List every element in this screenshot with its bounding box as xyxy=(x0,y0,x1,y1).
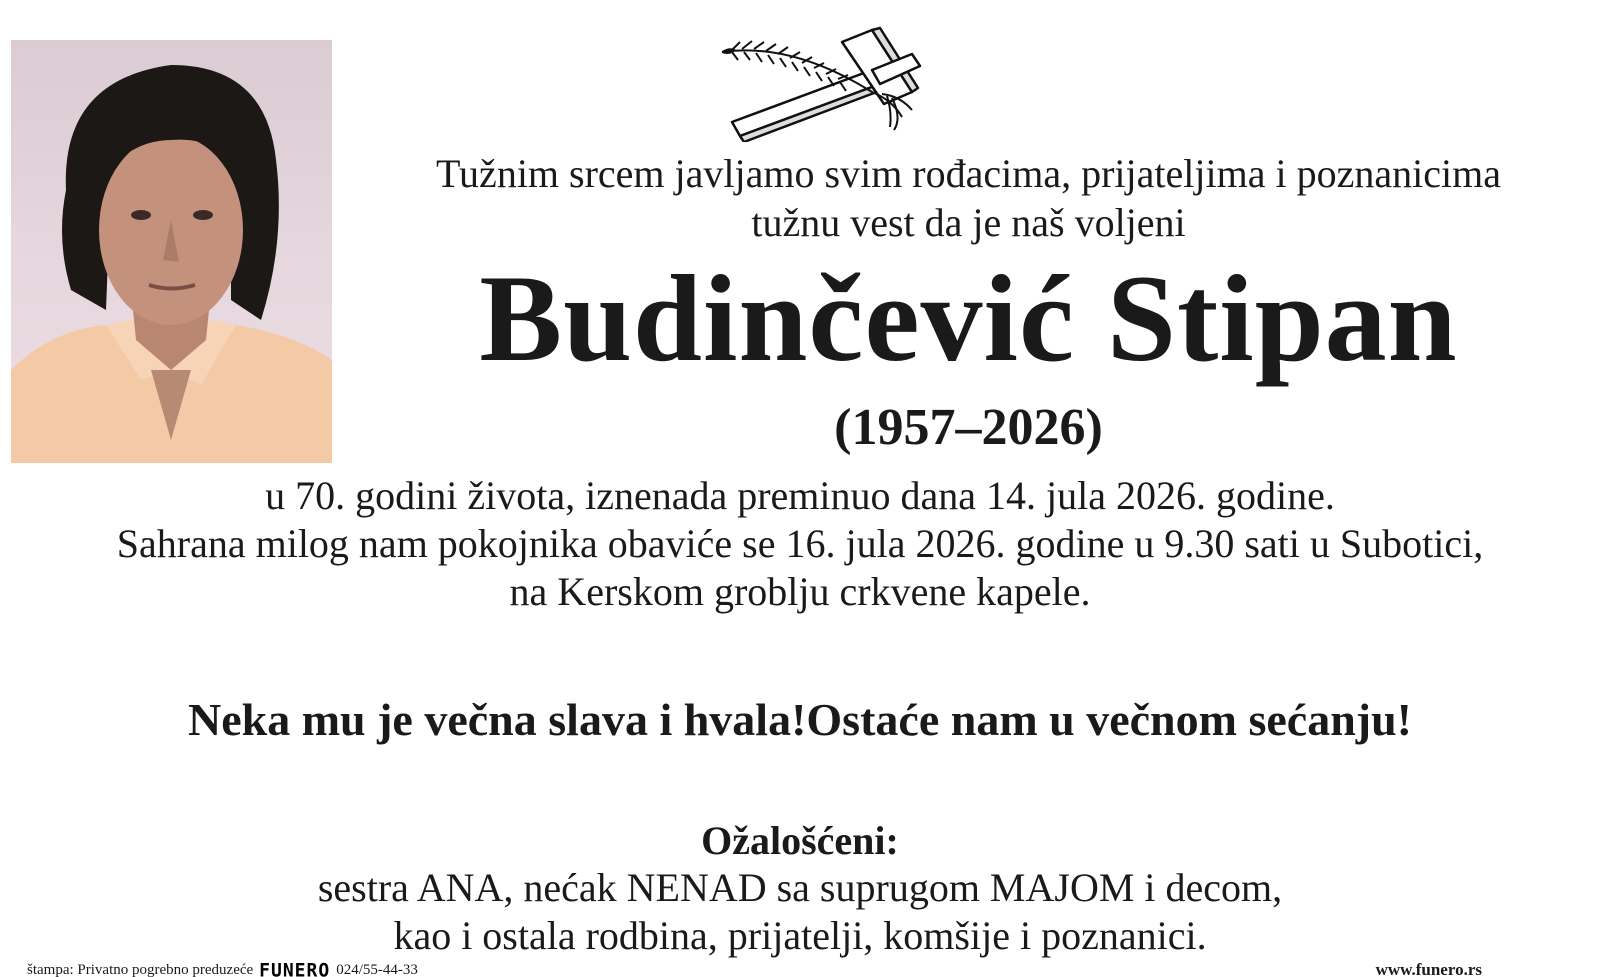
closing-line: Neka mu je večna slava i hvala!Ostaće nam u večnom sećanju! xyxy=(187,694,1412,745)
funero-logo: FUNERO xyxy=(259,959,331,977)
intro-line-2: tužnu vest da je naš voljeni xyxy=(751,200,1186,245)
body-line-3: na Kerskom groblju crkvene kapele. xyxy=(509,569,1091,614)
intro-line-1: Tužnim srcem javljamo svim rođacima, prijateljima i poznanicima xyxy=(436,151,1501,196)
footer-printer-info xyxy=(27,960,418,977)
body-line-2: Sahrana milog nam pokojnika obaviće se 16. jula 2026. godine u 9.30 sati u Subotici, xyxy=(116,521,1484,566)
website-link[interactable]: www.funero.rs xyxy=(1375,960,1482,977)
mourners-line-1: sestra ANA, nećak NENAD sa suprugom MAJOM i decom, xyxy=(317,865,1283,910)
portrait-photo xyxy=(11,40,332,463)
phone-number: 024/55-44-33 xyxy=(336,962,418,977)
deceased-name: Budinčević Stipan xyxy=(479,250,1458,387)
mourners-line-2: kao i ostala rodbina, prijatelji, komšije i poznanici. xyxy=(393,913,1207,958)
body-line-1: u 70. godini života, iznenada preminuo dana 14. jula 2026. godine. xyxy=(265,473,1335,518)
print-label: štampa: Privatno pogrebno preduzeće xyxy=(27,962,254,977)
cross-with-palm-icon xyxy=(722,22,950,142)
life-years: (1957–2026) xyxy=(834,399,1103,456)
mourners-heading: Ožalošćeni: xyxy=(701,818,899,863)
